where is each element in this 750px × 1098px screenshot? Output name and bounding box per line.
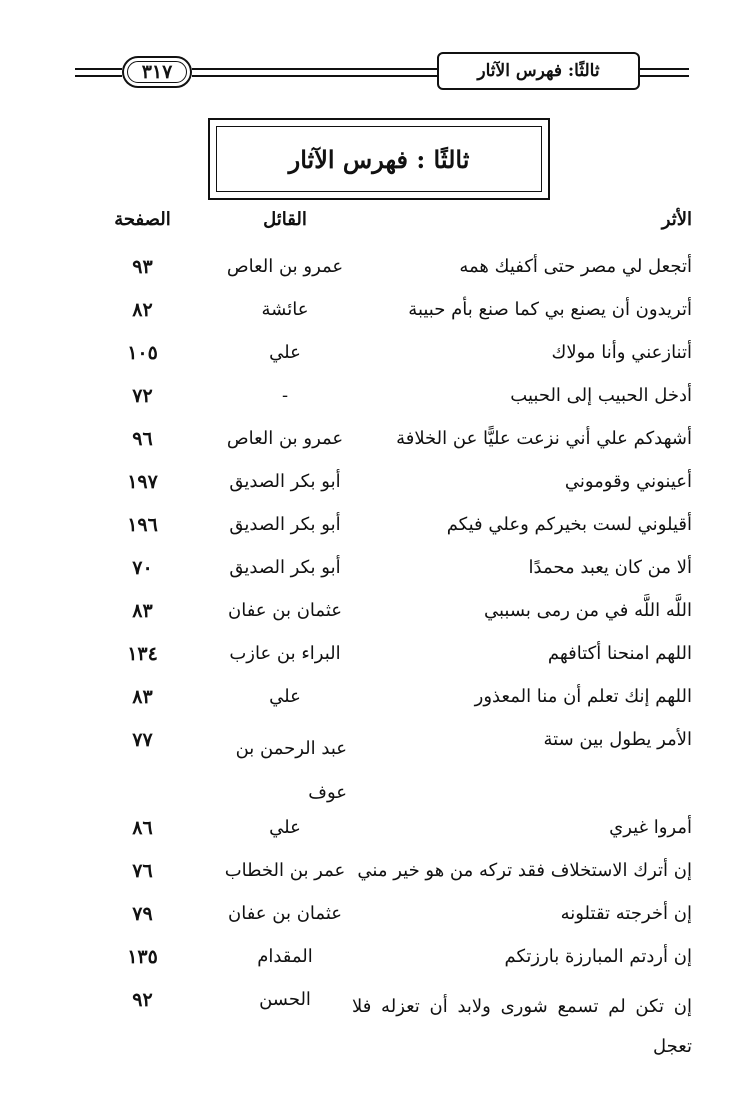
table-row-page: ٧٠ [132,557,153,579]
table-row-qail: المقدام [257,946,313,967]
table-row-athar: الأمر يطول بين ستة [543,729,692,750]
header-rule-right-lower [640,75,689,77]
table-row-page: ٨٣ [132,600,153,622]
table-row-page: ٧٢ [132,385,153,407]
table-row-qail: عمرو بن العاص [226,256,344,277]
table-row-qail: عثمان بن عفان [228,903,342,924]
table-row-athar: أشهدكم علي أني نزعت عليًّا عن الخلافة [396,428,692,449]
table-row-qail: عمر بن الخطاب [224,860,346,881]
table-row-athar: اللهم إنك تعلم أن منا المعذور [474,686,692,707]
table-row-page: ٧٩ [132,903,153,925]
header-rule-right [640,68,689,70]
table-row-page: ١٠٥ [127,342,158,364]
table-row-qail: علي [269,342,301,363]
table-row-page: ٩٢ [132,989,153,1011]
table-row-page: ٨٢ [132,299,153,321]
table-row-qail: أبو بكر الصديق [229,471,341,492]
table-row-page: ٩٣ [132,256,153,278]
table-row-qail: عائشة [261,299,309,320]
table-row-qail: عمرو بن العاص [226,428,344,449]
table-row-athar: أتنازعني وأنا مولاك [551,342,692,363]
running-title [437,52,640,90]
column-header-qail: القائل [263,209,307,230]
column-header-athar: الأثر [661,209,692,230]
table-row-page: ١٩٧ [127,471,158,493]
table-row-athar: أقيلوني لست بخيركم وعلي فيكم [446,514,692,535]
header-rule-left [75,68,122,70]
table-row-page: ١٣٥ [127,946,158,968]
table-row-qail: عثمان بن عفان [228,600,342,621]
column-header-page: الصفحة [114,209,171,230]
table-row-qail: علي [269,817,301,838]
section-title: ثالثًا : فهرس الآثار [216,126,542,192]
running-header [0,0,750,110]
table-row-qail: عبد الرحمن بن عوف [235,738,347,803]
table-row-page: ١٩٦ [127,514,158,536]
table-row-athar: أدخل الحبيب إلى الحبيب [510,385,692,406]
table-row-athar: اللهم امنحنا أكتافهم [547,643,692,664]
table-row-athar: أتريدون أن يصنع بي كما صنع بأم حبيبة [408,299,692,320]
table-row-athar: إن تكن لم تسمع شورى ولابد أن تعزله فلا تعجل [352,996,692,1057]
page-number-text: ٣١٧ [141,61,173,83]
table-row-qail: أبو بكر الصديق [229,514,341,535]
table-row-page: ٨٦ [132,817,153,839]
table-row-athar: إن أترك الاستخلاف فقد تركه من هو خير مني [357,860,692,881]
header-rule-middle-lower [192,75,437,77]
section-title-frame [208,118,550,200]
table-row-athar: أمروا غيري [609,817,692,838]
table-row-athar: إن أخرجته تقتلونه [560,903,692,924]
table-row-qail: البراء بن عازب [229,643,341,664]
table-row-athar: ألا من كان يعبد محمدًا [528,557,692,578]
table-row-page: ٧٧ [132,729,153,751]
table-row-page: ٨٣ [132,686,153,708]
table-row-athar: إن أردتم المبارزة بارزتكم [504,946,692,967]
running-title-text: ثالثًا: فهرس الآثار [477,61,600,81]
header-rule-middle [192,68,437,70]
header-rule-left-lower [75,75,122,77]
page-number [122,56,192,88]
table-row-qail: أبو بكر الصديق [229,557,341,578]
table-row-athar: أعينوني وقوموني [564,471,692,492]
table-row-athar: أتجعل لي مصر حتى أكفيك همه [459,256,692,277]
table-row-page: ٩٦ [132,428,153,450]
table-row-athar: اللَّه اللَّه في من رمى بسببي [483,600,692,621]
table-row-qail: الحسن [259,989,311,1010]
table-row-page: ٧٦ [132,860,153,882]
table-row-qail: علي [269,686,301,707]
table-row-page: ١٣٤ [127,643,158,665]
table-row-qail: - [281,385,289,406]
